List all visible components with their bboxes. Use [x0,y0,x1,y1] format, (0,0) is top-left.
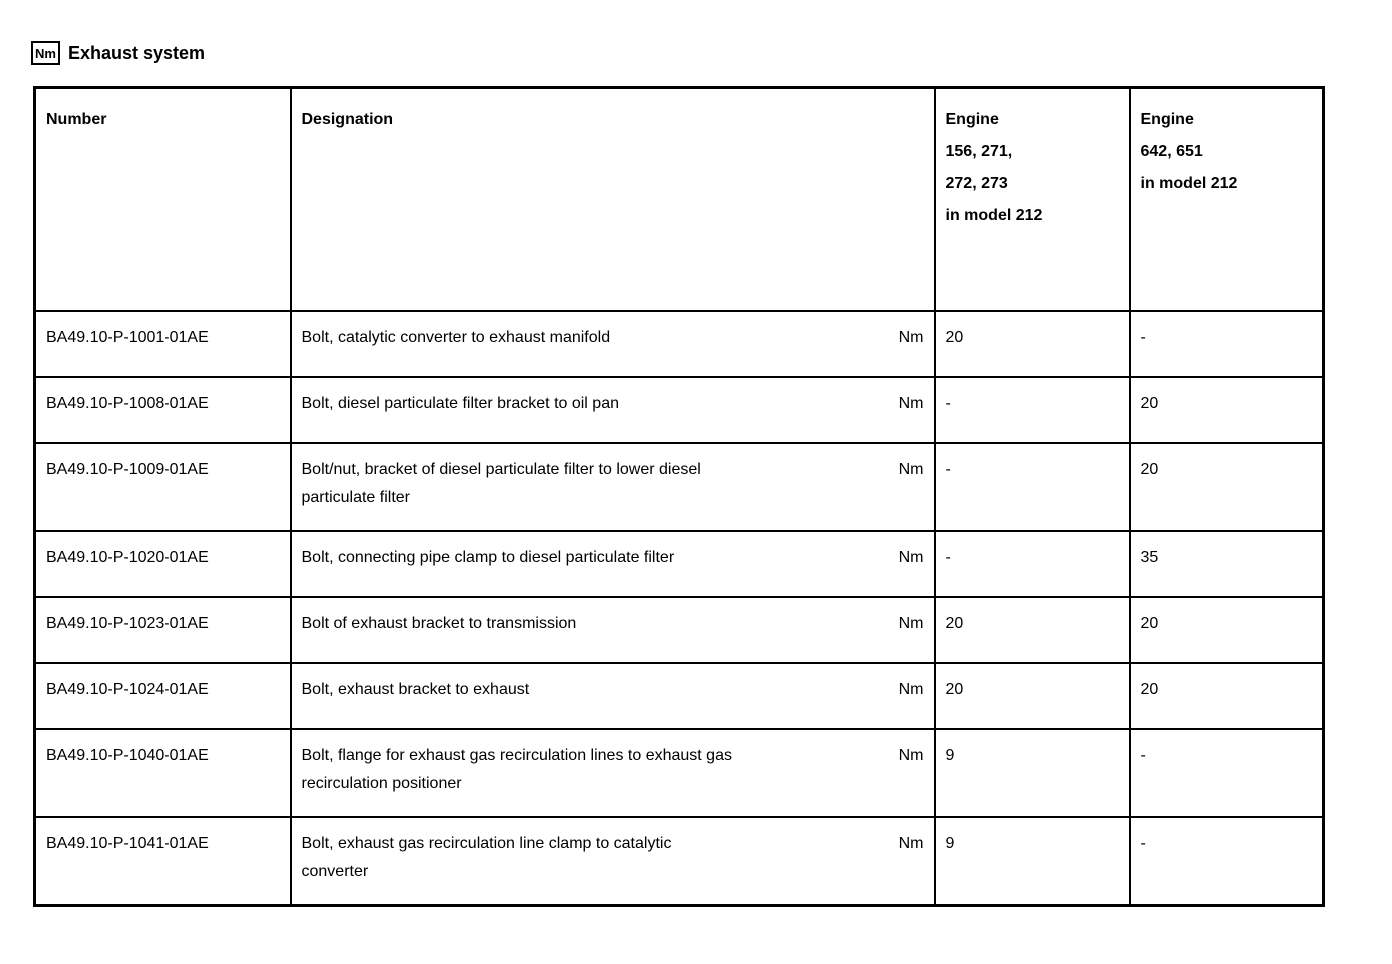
row-engine-b-value: 20 [1130,443,1324,531]
row-designation-cell [291,531,935,597]
header-line: 272, 273 [945,175,1008,192]
designation-wrap [302,830,924,886]
page-title: Exhaust system [68,42,206,63]
row-unit-label: Nm [898,680,924,698]
nm-torque-icon: Nm [31,41,60,65]
row-designation-cell [291,817,935,906]
row-designation-cell [291,443,935,531]
row-engine-a-value: 9 [935,817,1130,906]
designation-wrap [302,610,924,638]
header-line: Engine [945,111,999,128]
designation-wrap [302,676,924,704]
designation-wrap [302,324,924,352]
row-engine-b-value: 20 [1130,597,1324,663]
row-designation-cell [291,311,935,377]
row-number: BA49.10-P-1023-01AE [35,597,291,663]
header-row [35,88,1324,311]
row-engine-a-value: 20 [935,311,1130,377]
row-engine-a-value: - [935,443,1130,531]
row-unit-label: Nm [898,614,924,632]
row-number: BA49.10-P-1020-01AE [35,531,291,597]
torque-spec-table [33,86,1325,907]
row-number: BA49.10-P-1024-01AE [35,663,291,729]
row-number: BA49.10-P-1008-01AE [35,377,291,443]
col-header-engine-642-651 [1130,88,1324,311]
row-designation: Bolt of exhaust bracket to transmission [301,614,577,632]
row-designation-cell [291,597,935,663]
row-engine-b-value: - [1130,817,1324,906]
row-engine-a-value: - [935,531,1130,597]
page-header [31,41,1359,65]
designation-wrap [302,390,924,418]
row-engine-b-value: 20 [1130,377,1324,443]
col-header-number: Number [35,88,291,311]
row-engine-a-value: 20 [935,597,1130,663]
designation-wrap [302,456,924,512]
row-unit-label: Nm [898,834,924,852]
header-line: in model 212 [1140,175,1238,192]
table-row [35,729,1324,817]
row-designation-cell [291,729,935,817]
row-designation: Bolt, diesel particulate filter bracket to oil pan [301,394,619,412]
row-number: BA49.10-P-1040-01AE [35,729,291,817]
row-number: BA49.10-P-1041-01AE [35,817,291,906]
row-designation: Bolt/nut, bracket of diesel particulate filter to lower diesel particulate filter [301,460,701,506]
col-header-designation: Designation [291,88,935,311]
row-unit-label: Nm [898,394,924,412]
table-row [35,817,1324,906]
row-unit-label: Nm [898,548,924,566]
row-engine-a-value: 20 [935,663,1130,729]
designation-wrap [302,742,924,798]
row-designation-cell [291,377,935,443]
row-number: BA49.10-P-1009-01AE [35,443,291,531]
header-line: in model 212 [945,207,1043,224]
row-engine-b-value: - [1130,311,1324,377]
row-engine-b-value: 35 [1130,531,1324,597]
header-line: 642, 651 [1140,143,1203,160]
row-designation: Bolt, catalytic converter to exhaust manifold [301,328,611,346]
table-row [35,443,1324,531]
row-designation: Bolt, flange for exhaust gas recirculation lines to exhaust gas recirculation positioner [301,746,732,792]
table-row [35,531,1324,597]
designation-wrap [302,544,924,572]
row-engine-a-value: - [935,377,1130,443]
row-designation: Bolt, exhaust bracket to exhaust [301,680,530,698]
row-unit-label: Nm [898,328,924,346]
header-line: Engine [1140,111,1194,128]
row-engine-a-value: 9 [935,729,1130,817]
row-number: BA49.10-P-1001-01AE [35,311,291,377]
table-row [35,311,1324,377]
row-engine-b-value: - [1130,729,1324,817]
header-line: 156, 271, [945,143,1013,160]
row-unit-label: Nm [898,746,924,764]
row-unit-label: Nm [898,460,924,478]
row-designation-cell [291,663,935,729]
row-designation: Bolt, connecting pipe clamp to diesel particulate filter [301,548,675,566]
table-row [35,663,1324,729]
table-row [35,597,1324,663]
row-designation: Bolt, exhaust gas recirculation line clamp to catalytic converter [301,834,672,880]
col-header-engine-156-271-272-273 [935,88,1130,311]
row-engine-b-value: 20 [1130,663,1324,729]
table-row [35,377,1324,443]
